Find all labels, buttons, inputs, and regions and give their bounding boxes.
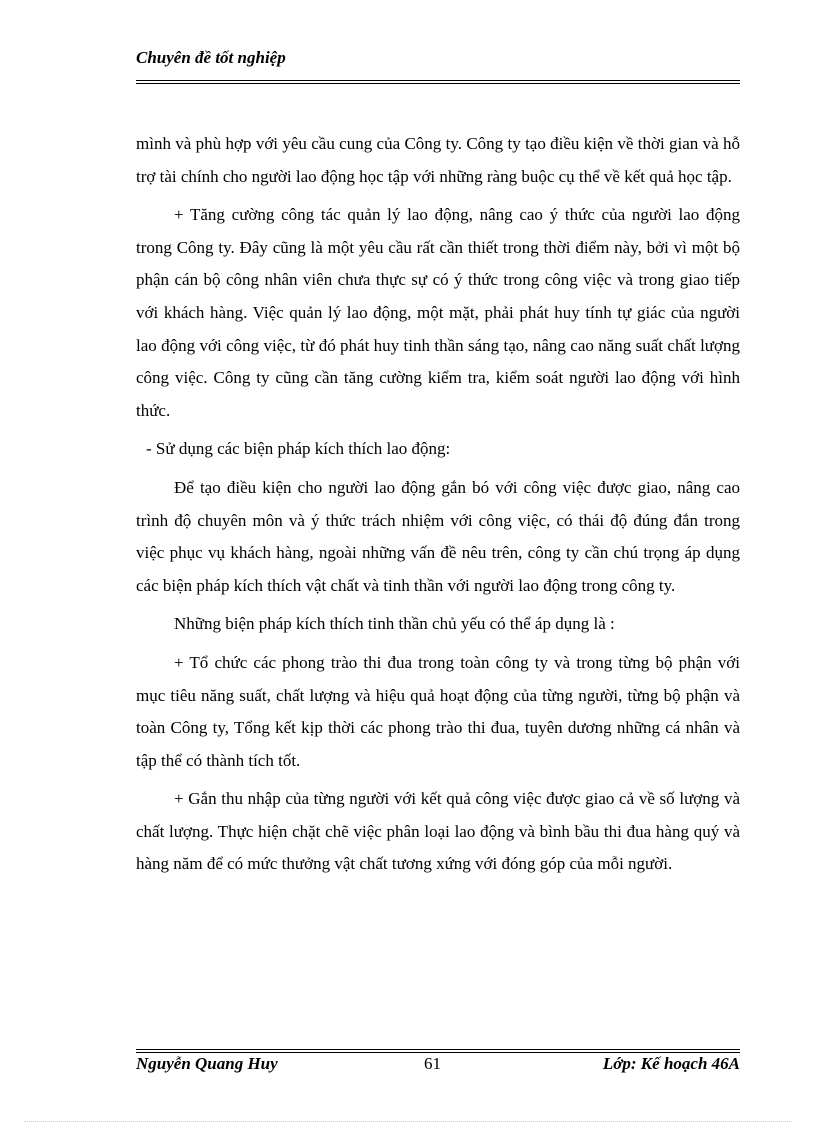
paragraph: Những biện pháp kích thích tinh thần chủ yếu có thể áp dụng là : <box>174 614 615 634</box>
document-body <box>136 128 740 887</box>
paragraph: mình và phù hợp với yêu cầu cung của Công ty. Công ty tạo điều kiện về thời gian và hỗ trợ tài chính cho người lao động học tập với những ràng buộc cụ thể về kết quả học tập. <box>136 134 740 186</box>
footer-class-label: Lớp: Kế hoạch 46A <box>602 1054 740 1073</box>
page-edge-divider <box>24 1121 792 1122</box>
paragraph: - Sử dụng các biện pháp kích thích lao động: <box>146 439 451 459</box>
header-title: Chuyên đề tốt nghiệp <box>136 48 286 67</box>
header-rule <box>136 80 740 84</box>
paragraph: + Gắn thu nhập của từng người với kết quả công việc được giao cả về số lượng và chất lượng. Thực hiện chặt chẽ việc phân loại lao động và bình bầu thi đua hàng quý và hàng năm để có mức thưởng vật chất tương xứng với đóng góp của mỗi người. <box>136 789 740 874</box>
footer-rule <box>136 1049 740 1053</box>
footer <box>136 1054 740 1078</box>
page-number: 61 <box>424 1054 441 1073</box>
footer-author: Nguyễn Quang Huy <box>136 1054 278 1073</box>
paragraph: + Tổ chức các phong trào thi đua trong toàn công ty và trong từng bộ phận với mục tiêu năng suất, chất lượng và hiệu quả hoạt động của từng người, từng bộ phận và toàn Công ty, Tổng kết kịp thời các phong trào thi đua, tuyên dương những cá nhân và tập thể có thành tích tốt. <box>136 652 740 770</box>
paragraph: + Tăng cường công tác quản lý lao động, nâng cao ý thức của người lao động trong Công ty. Đây cũng là một yêu cầu rất cần thiết trong thời điểm này, bởi vì một bộ phận cán bộ công nhân viên chưa thực sự có ý thức trong công việc và trong giao tiếp với khách hàng. Việc quản lý lao động, một mặt, phải phát huy tính tự giác của người lao động với công việc, từ đó phát huy tinh thần sáng tạo, nâng cao năng suất chất lượng công việc. Công ty cũng cần tăng cường kiểm tra, kiểm soát người lao động với hình thức. <box>136 205 740 420</box>
paragraph: Để tạo điều kiện cho người lao động gắn bó với công việc được giao, nâng cao trình độ chuyên môn và ý thức trách nhiệm với công việc, có thái độ đúng đắn trong việc phục vụ khách hàng, ngoài những vấn đề nêu trên, công ty cần chú trọng áp dụng các biện pháp kích thích vật chất và tinh thần với người lao động trong công ty. <box>136 477 740 595</box>
